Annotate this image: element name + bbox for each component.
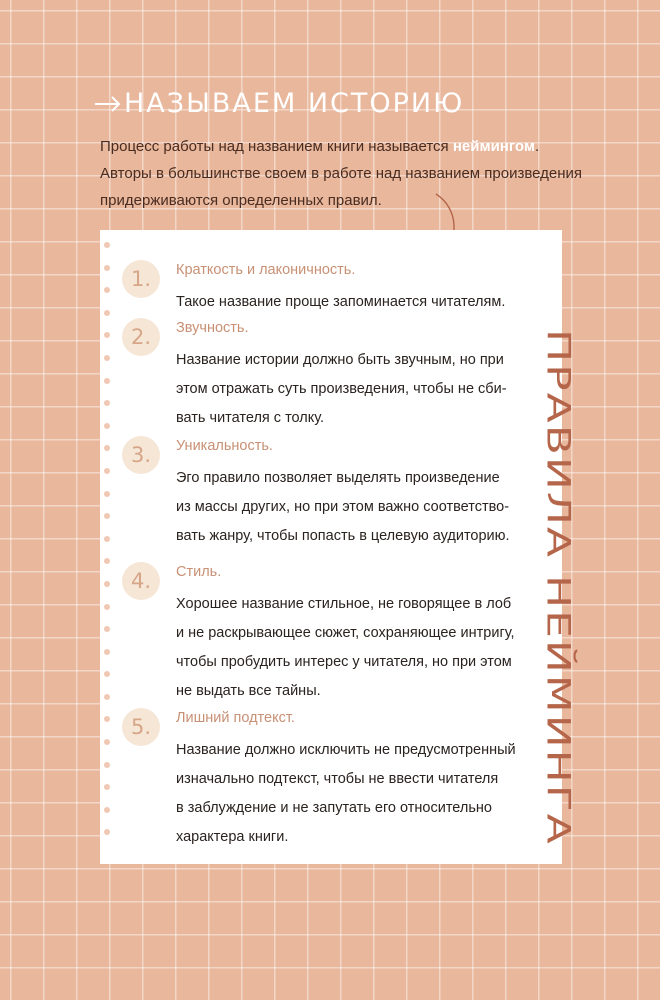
intro-paragraph bbox=[100, 133, 600, 214]
arrow-right-icon bbox=[94, 95, 122, 113]
intro-line-1 bbox=[100, 133, 600, 160]
notebook-hole bbox=[104, 491, 110, 497]
rule-text-line: из массы других, но при этом важно соответство- bbox=[176, 499, 510, 515]
notebook-hole bbox=[104, 445, 110, 451]
rule-text-line: Эго правило позволяет выделять произведение bbox=[176, 470, 500, 486]
notebook-hole bbox=[104, 536, 110, 542]
rule-text bbox=[176, 590, 526, 706]
rule-text-line: вать читателя с толку. bbox=[176, 410, 325, 426]
notebook-hole bbox=[104, 242, 110, 248]
intro-text: Процесс работы над названием книги называется bbox=[100, 138, 453, 155]
rule-text-line: Название истории должно быть звучным, но при bbox=[176, 352, 504, 368]
rule-text bbox=[176, 736, 526, 852]
intro-period: . bbox=[534, 138, 540, 155]
notebook-hole bbox=[104, 829, 110, 835]
rule-title: Уникальность. bbox=[176, 438, 273, 454]
rule-text-line: не выдать все тайны. bbox=[176, 683, 321, 699]
rule-number: 4. bbox=[122, 562, 160, 600]
notebook-hole bbox=[104, 332, 110, 338]
rule-text-line: Хорошее название стильное, не говорящее в лоб bbox=[176, 596, 512, 612]
side-title: ПРАВИЛА НЕЙМИНГА bbox=[539, 328, 577, 846]
notebook-hole bbox=[104, 739, 110, 745]
rule-text bbox=[176, 346, 526, 433]
notebook-hole bbox=[104, 694, 110, 700]
rule-title: Звучность. bbox=[176, 320, 249, 336]
rule-text-line: Название должно исключить не предусмотренный bbox=[176, 742, 516, 758]
rule-title: Краткость и лаконичность. bbox=[176, 262, 356, 278]
notebook-hole bbox=[104, 558, 110, 564]
rule-title: Стиль. bbox=[176, 564, 222, 580]
rule-number: 2. bbox=[122, 318, 160, 356]
notebook-hole bbox=[104, 423, 110, 429]
rule-number: 3. bbox=[122, 436, 160, 474]
rule-text-line: изначально подтекст, чтобы не ввести читателя bbox=[176, 771, 499, 787]
notebook-hole bbox=[104, 784, 110, 790]
header bbox=[94, 88, 464, 119]
rule-text-line: и не раскрывающее сюжет, сохраняющее интригу, bbox=[176, 625, 515, 641]
notebook-hole bbox=[104, 513, 110, 519]
rule-text-line: чтобы пробудить интерес у читателя, но при этом bbox=[176, 654, 512, 670]
notebook-hole bbox=[104, 378, 110, 384]
intro-line-2: Авторы в большинстве своем в работе над названием произведения bbox=[100, 165, 583, 182]
notebook-hole bbox=[104, 581, 110, 587]
rule-text-line: в заблуждение и не запутать его относительно bbox=[176, 800, 492, 816]
notebook-hole bbox=[104, 649, 110, 655]
notebook-hole bbox=[104, 287, 110, 293]
rule-number: 1. bbox=[122, 260, 160, 298]
notebook-hole bbox=[104, 265, 110, 271]
rules-card bbox=[100, 230, 562, 864]
notebook-hole bbox=[104, 310, 110, 316]
notebook-hole bbox=[104, 355, 110, 361]
notebook-hole bbox=[104, 468, 110, 474]
rule-text-line: характера книги. bbox=[176, 829, 289, 845]
rule-text-line: Такое название проще запоминается читателям. bbox=[176, 294, 506, 310]
rule-title: Лишний подтекст. bbox=[176, 710, 295, 726]
notebook-hole bbox=[104, 604, 110, 610]
rule-number: 5. bbox=[122, 708, 160, 746]
rule-text-line: этом отражать суть произведения, чтобы не сби- bbox=[176, 381, 507, 397]
notebook-holes bbox=[104, 242, 112, 852]
rule-text-line: вать жанру, чтобы попасть в целевую аудиторию. bbox=[176, 528, 510, 544]
notebook-hole bbox=[104, 807, 110, 813]
notebook-hole bbox=[104, 762, 110, 768]
notebook-hole bbox=[104, 716, 110, 722]
rule-text bbox=[176, 464, 526, 551]
intro-line-3: придерживаются определенных правил. bbox=[100, 192, 382, 209]
notebook-hole bbox=[104, 400, 110, 406]
page-title: НАЗЫВАЕМ ИСТОРИЮ bbox=[124, 88, 465, 119]
notebook-hole bbox=[104, 671, 110, 677]
rule-text bbox=[176, 288, 526, 317]
notebook-hole bbox=[104, 626, 110, 632]
highlight-term: неймингом bbox=[452, 138, 535, 155]
